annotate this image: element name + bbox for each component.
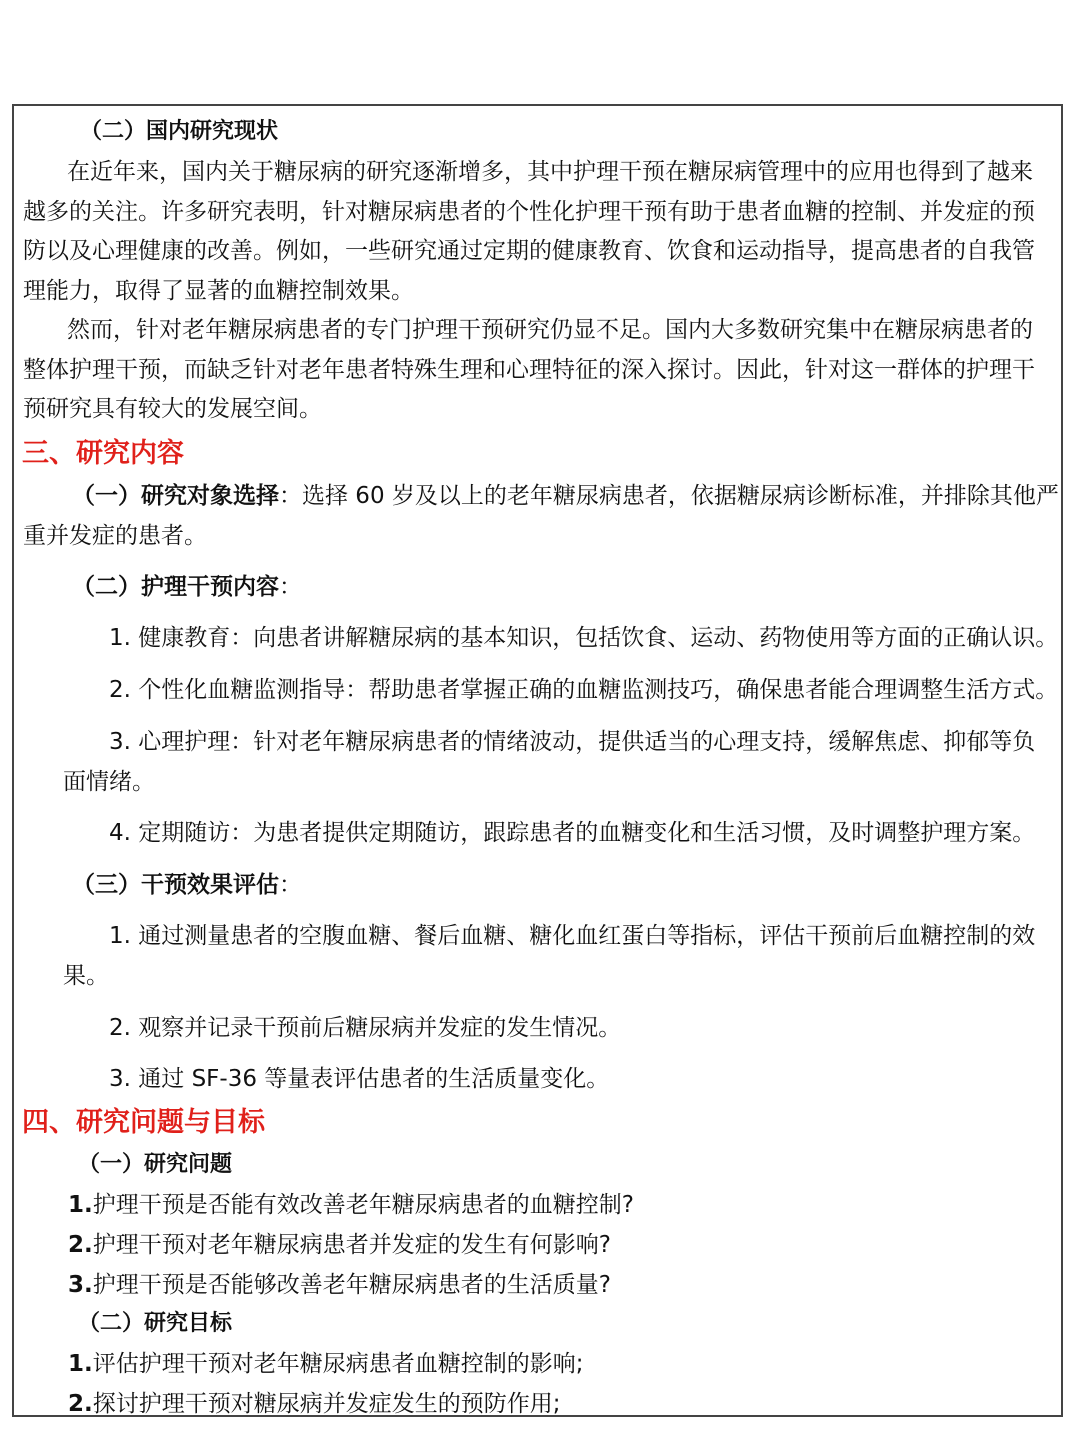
item-number: 1. <box>68 1351 93 1377</box>
list-item: 1. 健康教育：向患者讲解糖尿病的基本知识，包括饮食、运动、药物使用等方面的正确认识。 <box>109 625 1059 651</box>
subsection-label: （三）干预效果评估 <box>72 872 279 898</box>
list-item: 2. 个性化血糖监测指导：帮助患者掌握正确的血糖监测技巧，确保患者能合理调整生活方式。 <box>109 677 1059 703</box>
item-text: 护理干预是否能够改善老年糖尿病患者的生活质量? <box>92 1272 611 1298</box>
list-item: 3. 通过 SF-36 等量表评估患者的生活质量变化。 <box>109 1066 610 1092</box>
item-text: 护理干预是否能有效改善老年糖尿病患者的血糖控制? <box>92 1192 634 1218</box>
list-item: 3. 心理护理：针对老年糖尿病患者的情绪波动，提供适当的心理支持，缓解焦虑、抑郁等负 <box>109 729 1036 755</box>
goal-item <box>68 1385 561 1418</box>
question-item <box>68 1226 611 1259</box>
item-text: 探讨护理干预对糖尿病并发症发生的预防作用; <box>92 1391 561 1417</box>
list-item: 4. 定期随访：为患者提供定期随访，跟踪患者的血糖变化和生活习惯，及时调整护理方案。 <box>109 820 1036 846</box>
paragraph-line: 防以及心理健康的改善。例如，一些研究通过定期的健康教育、饮食和运动指导，提高患者的自我管 <box>23 238 1035 264</box>
goal-item <box>68 1345 584 1378</box>
list-item: 2. 观察并记录干预前后糖尿病并发症的发生情况。 <box>109 1015 622 1041</box>
item-number: 2. <box>68 1232 93 1258</box>
heading-questions-goals: 四、研究问题与目标 <box>22 1107 265 1138</box>
item-text: 评估护理干预对老年糖尿病患者血糖控制的影响; <box>92 1351 584 1377</box>
intervention-heading-line <box>72 568 302 601</box>
list-item: 1. 通过测量患者的空腹血糖、餐后血糖、糖化血红蛋白等指标，评估干预前后血糖控制的效 <box>109 923 1036 949</box>
section-title-domestic: （二）国内研究现状 <box>80 119 279 144</box>
paragraph-line: 越多的关注。许多研究表明，针对糖尿病患者的个性化护理干预有助于患者血糖的控制、并发症的预 <box>23 199 1035 225</box>
item-number: 1. <box>68 1192 93 1218</box>
item-text: 护理干预对老年糖尿病患者并发症的发生有何影响? <box>92 1232 611 1258</box>
subsection-label: （二）护理干预内容 <box>72 574 279 600</box>
subsection-goals: （二）研究目标 <box>78 1311 233 1336</box>
subsection-label: （一）研究对象选择 <box>72 483 279 509</box>
colon: ： <box>279 872 302 898</box>
subject-selection-line <box>72 477 1059 510</box>
item-number: 3. <box>68 1272 93 1298</box>
colon: ： <box>279 574 302 600</box>
paragraph-line: 理能力，取得了显著的血糖控制效果。 <box>23 278 414 304</box>
paragraph-line: 整体护理干预，而缺乏针对老年患者特殊生理和心理特征的深入探讨。因此，针对这一群体的护理干 <box>23 357 1035 383</box>
paragraph-line: 在近年来，国内关于糖尿病的研究逐渐增多，其中护理干预在糖尿病管理中的应用也得到了越来 <box>67 159 1033 185</box>
subsection-questions: （一）研究问题 <box>78 1152 233 1177</box>
list-item-continuation: 面情绪。 <box>63 769 155 795</box>
question-item <box>68 1266 611 1299</box>
paragraph-line: 然而，针对老年糖尿病患者的专门护理干预研究仍显不足。国内大多数研究集中在糖尿病患者的 <box>67 317 1033 343</box>
paragraph-line: 预研究具有较大的发展空间。 <box>23 396 322 422</box>
list-item-continuation: 果。 <box>63 963 109 989</box>
item-number: 2. <box>68 1391 93 1417</box>
evaluation-heading-line <box>72 866 302 899</box>
paragraph-line: 重并发症的患者。 <box>23 523 207 549</box>
subsection-text: ：选择 60 岁及以上的老年糖尿病患者，依据糖尿病诊断标准，并排除其他严 <box>279 483 1059 509</box>
heading-research-content: 三、研究内容 <box>22 438 184 469</box>
question-item <box>68 1186 634 1219</box>
